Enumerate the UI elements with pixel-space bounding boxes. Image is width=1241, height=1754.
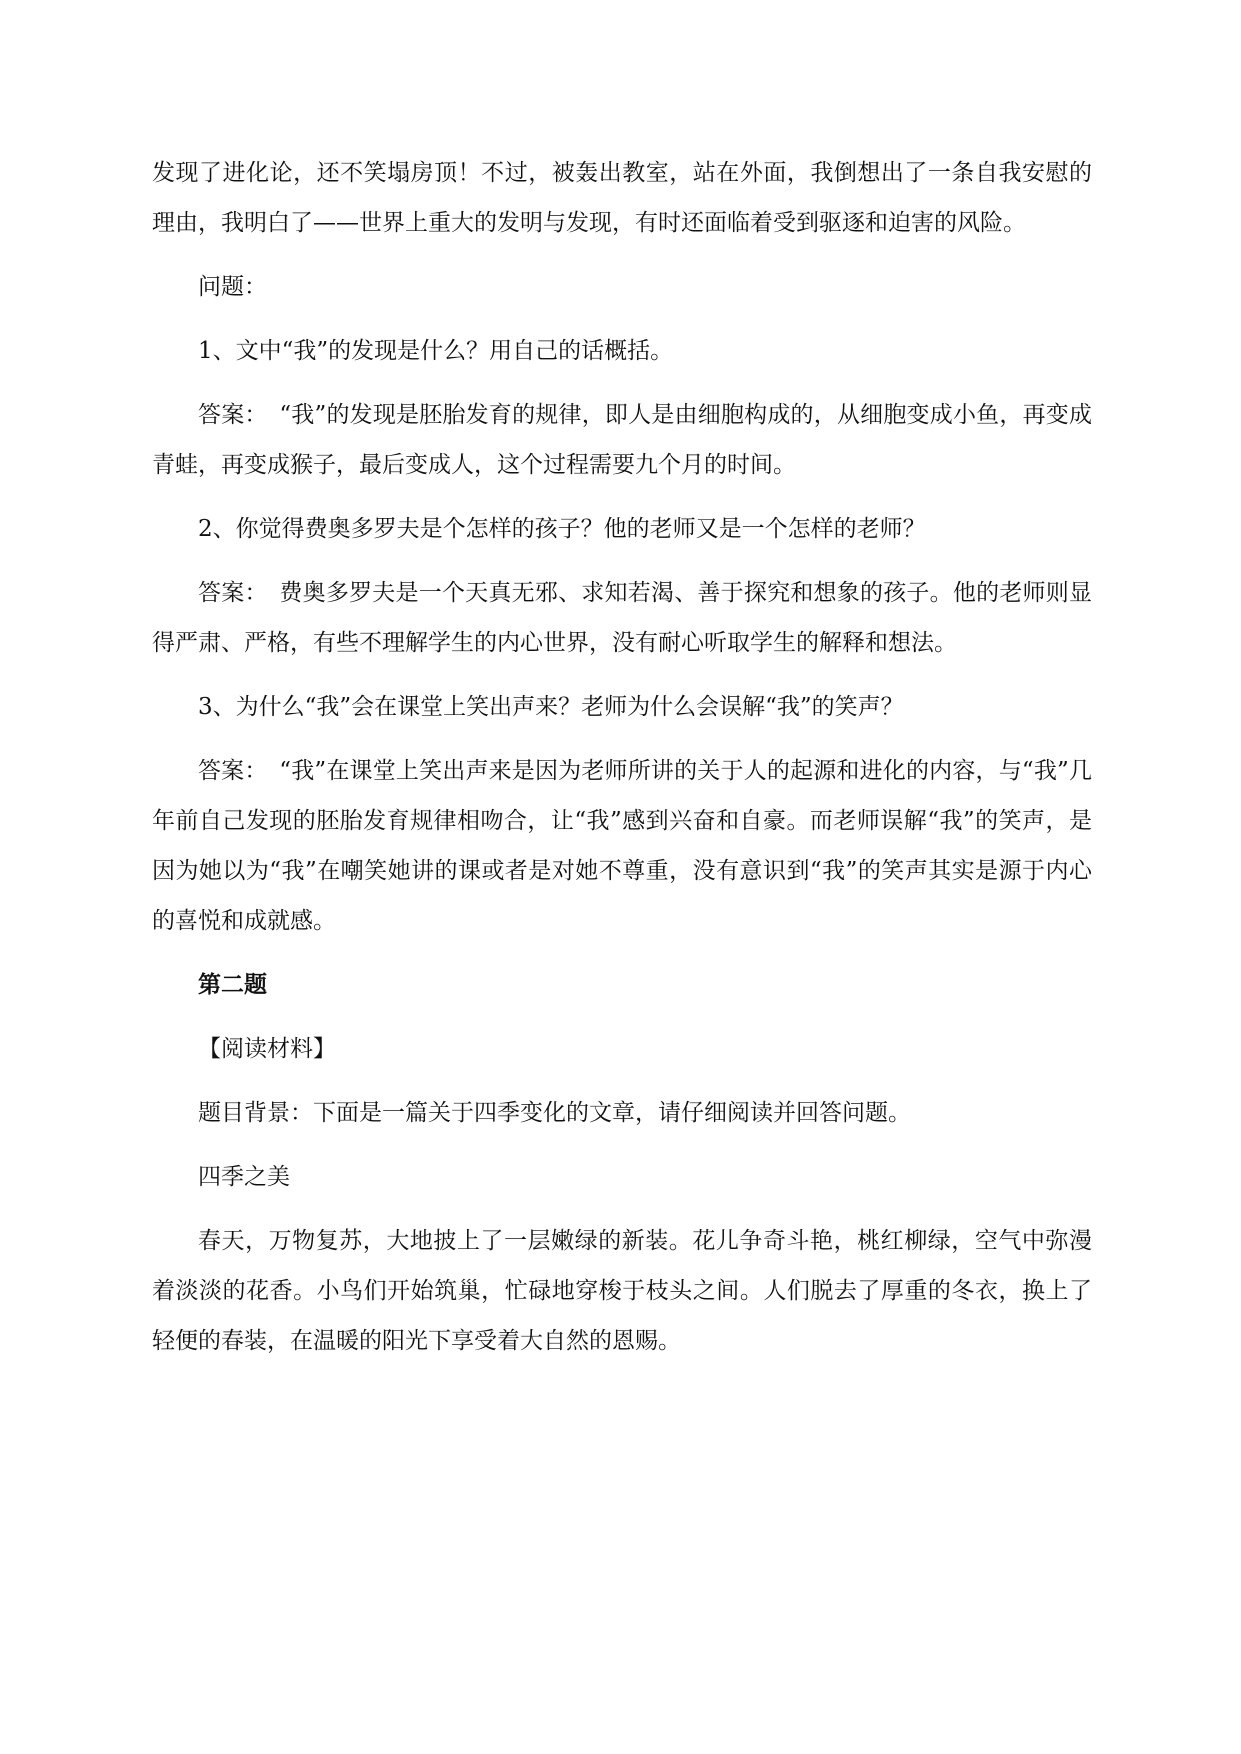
answer-2: 答案： 费奥多罗夫是一个天真无邪、求知若渴、善于探究和想象的孩子。他的老师则显得严肃、严格，有些不理解学生的内心世界，没有耐心听取学生的解释和想法。	[152, 580, 1092, 656]
reading-material-label: 【阅读材料】	[198, 1036, 336, 1062]
answer-1: 答案： “我”的发现是胚胎发育的规律，即人是由细胞构成的，从细胞变成小鱼，再变成青蛙，再变成猴子，最后变成人，这个过程需要九个月的时间。	[152, 402, 1092, 478]
answer-3: 答案： “我”在课堂上笑出声来是因为老师所讲的关于人的起源和进化的内容，与“我”几年前自己发现的胚胎发育规律相吻合，让“我”感到兴奋和自豪。而老师误解“我”的笑声，是因为她以为“我”在嘲笑她讲的课或者是对她不尊重，没有意识到“我”的笑声其实是源于内心的喜悦和成就感。	[152, 758, 1092, 934]
article-title: 四季之美	[198, 1164, 290, 1190]
question-3: 3、为什么“我”会在课堂上笑出声来？老师为什么会误解“我”的笑声？	[198, 694, 904, 720]
article-paragraph-spring: 春天，万物复苏，大地披上了一层嫩绿的新装。花儿争奇斗艳，桃红柳绿，空气中弥漫着淡淡的花香。小鸟们开始筑巢，忙碌地穿梭于枝头之间。人们脱去了厚重的冬衣，换上了轻便的春装，在温暖的阳光下享受着大自然的恩赐。	[152, 1228, 1092, 1354]
question-2: 2、你觉得费奥多罗夫是个怎样的孩子？他的老师又是一个怎样的老师？	[198, 516, 926, 542]
question-1: 1、文中“我”的发现是什么？用自己的话概括。	[198, 338, 674, 364]
question-background: 题目背景：下面是一篇关于四季变化的文章，请仔细阅读并回答问题。	[198, 1100, 911, 1126]
section-title: 第二题	[198, 971, 267, 998]
questions-heading: 问题：	[198, 274, 267, 300]
document-body	[152, 148, 1092, 1366]
paragraph-intro: 发现了进化论，还不笑塌房顶！不过，被轰出教室，站在外面，我倒想出了一条自我安慰的理由，我明白了——世界上重大的发明与发现，有时还面临着受到驱逐和迫害的风险。	[152, 160, 1092, 236]
